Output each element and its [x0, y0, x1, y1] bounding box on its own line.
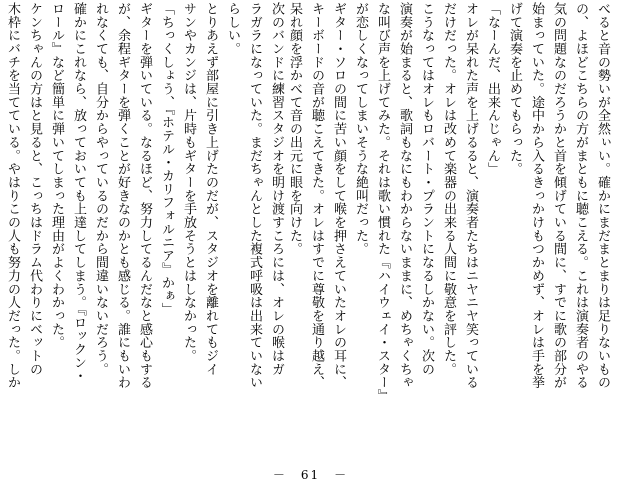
text-column: 演奏が始まると、歌詞もなにもわからないままに、めちゃくちゃ — [397, 2, 412, 390]
text-column: ギターを弾いている。なるほど、努力してるんだなと感心もする — [137, 2, 152, 390]
page-number: － 61 － — [272, 468, 349, 482]
text-column: オレが呆れた声を上げるると、演奏者たちはニヤニヤ笑っている — [463, 2, 478, 390]
right-page-text — [287, 2, 613, 458]
text-column: だけだった。オレは改めて楽器の出来る人間に敬意を評した。 — [441, 2, 456, 376]
text-column: が、余程ギターを弾くことが好きなのかとも感じる。誰にもいわ — [115, 2, 130, 390]
text-column: ケンちゃんの方はと見ると、こっちはドラム代わりにベットの — [27, 2, 42, 376]
text-column: ロール』など簡単に弾いてしまった理由がよくわかった。 — [49, 2, 64, 350]
text-column: ラガラになっていた。まだちゃんとした複式呼吸は出来ていない — [247, 2, 262, 390]
text-column: 「ちっくしょう、『ホテル・カリフォルニア』かぁ」 — [159, 2, 174, 316]
text-column: な叫び声を上げてみた。それは歌い慣れた『ハイウェイ・スター』 — [375, 2, 390, 403]
text-column: 気の問題なのだろうかと首を傾げている間に、すでに歌の部分が — [551, 2, 566, 390]
text-column — [0, 2, 1, 458]
text-column: らしい。 — [225, 2, 240, 56]
text-column: 確かにこれなら、放っておいても上達してしまう。『ロックン・ — [71, 2, 86, 383]
text-column: 木枠にバチを当てている。やはりこの人も努力の人だった。しか — [5, 2, 20, 390]
text-column: 次のバンドに練習スタジオを明け渡すころには、オレの喉はガ — [269, 2, 284, 376]
text-column: 呆れ顔を浮かべて音の出元に眼を向けた。 — [287, 2, 302, 256]
left-page-text — [5, 2, 309, 458]
text-column: キーボードの音が聴こえてきた。オレはすでに尊敬を通り越え、 — [309, 2, 324, 390]
text-column: べると音の勢いが全然ぃい。確かにまだまとまりは足りないもの — [595, 2, 610, 390]
text-column: 「なーんだ、出来んじゃん」 — [485, 2, 500, 176]
text-column: サンやカンジは、片時もギターを手放そうとはしなかった。 — [181, 2, 196, 363]
text-column: とりあえず部屋に引き上げたのだが、スタジオを離れてもジイ — [203, 2, 218, 376]
text-column: げて演奏を止めてもらった。 — [507, 2, 522, 176]
text-column: れなくても、自分からやっているのだから間違いないだろう。 — [93, 2, 108, 376]
text-column: が恋しくなってしまいそうな絶叫だった。 — [353, 2, 368, 256]
text-column: こうなってはオレもロバート・プラントになるしかない。次の — [419, 2, 434, 376]
text-column: ギター・ソロの間に苦い顔をして喉を押さえていたオレの耳に、 — [331, 2, 346, 390]
text-column: 始まっていた。途中から入るきっかけもつかめず、オレは手を挙 — [529, 2, 544, 390]
text-column: の、よほどこちらの方がまともに聴こえる。これは演奏者のやる — [573, 2, 588, 390]
